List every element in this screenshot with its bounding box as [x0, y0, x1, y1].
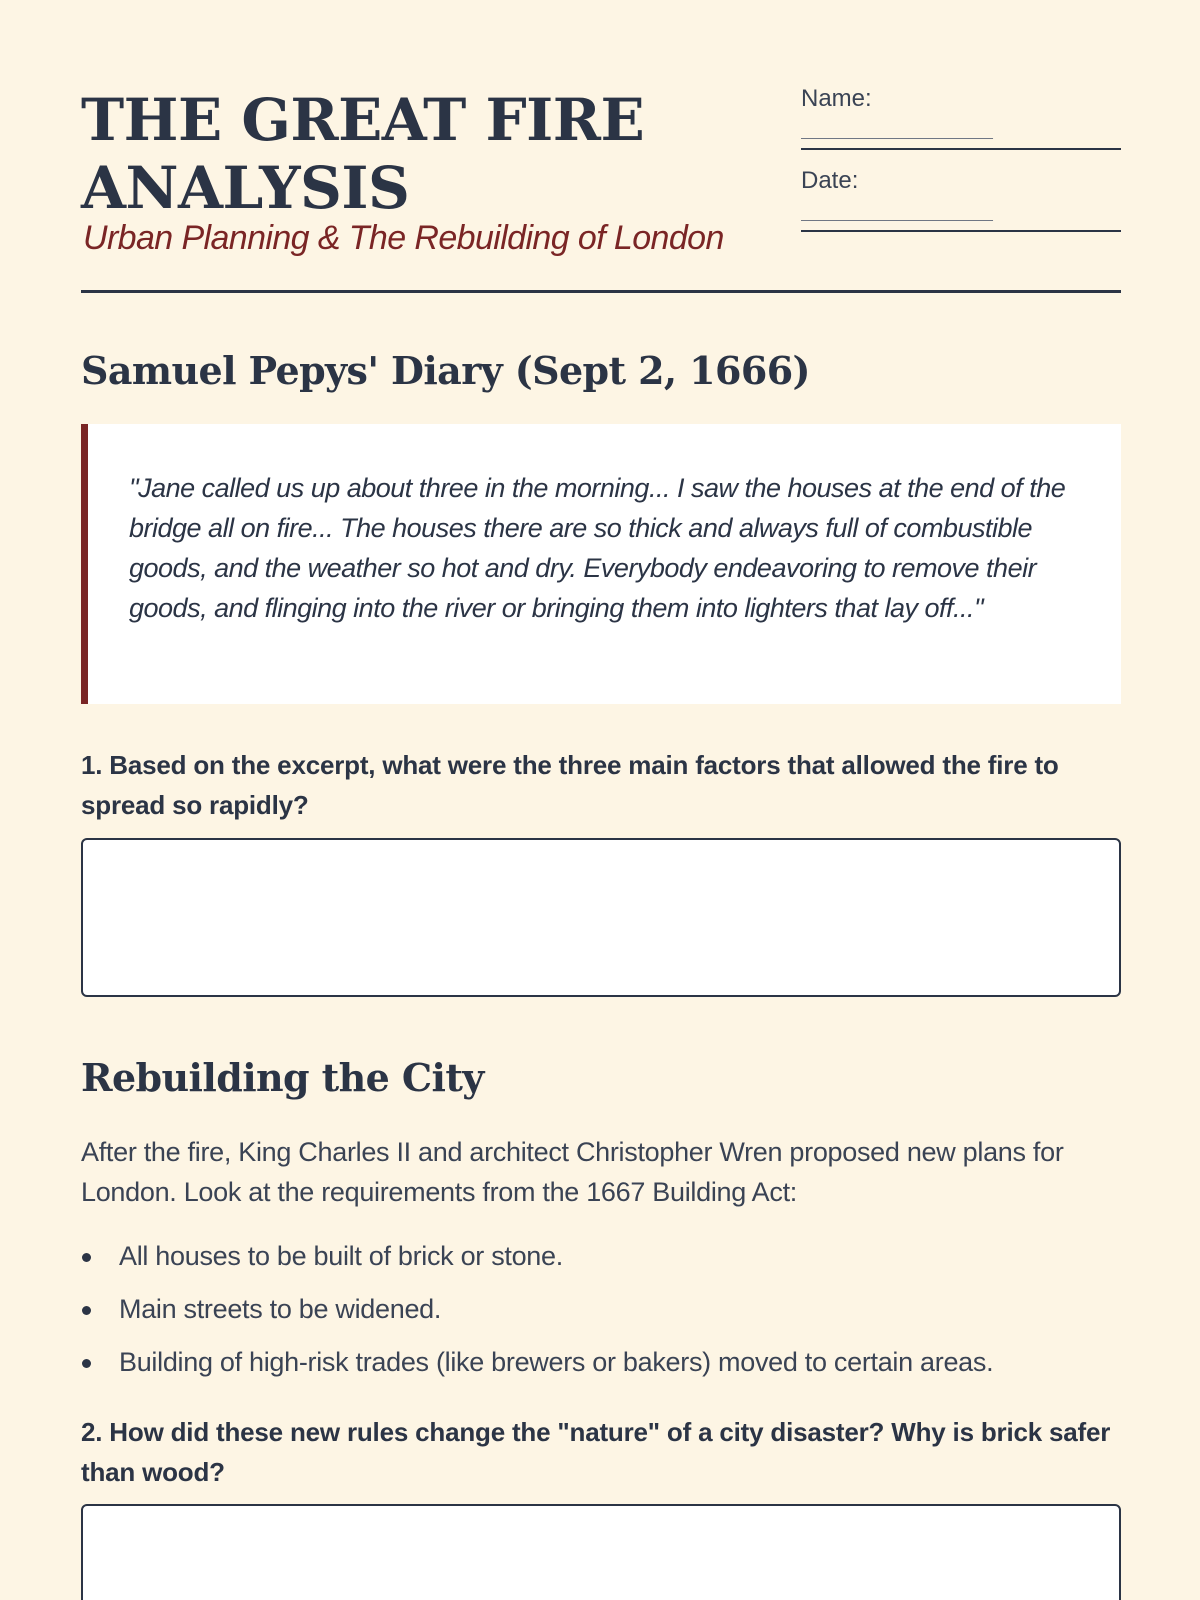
list-item [81, 1336, 1121, 1389]
rebuilding-heading: Rebuilding the City [81, 1055, 484, 1100]
worksheet-header [81, 80, 1121, 293]
building-act-requirements [81, 1230, 1121, 1389]
name-label: Name: [801, 85, 872, 112]
name-field[interactable]: ________________ [801, 118, 1121, 150]
pepys-heading: Samuel Pepys' Diary (Sept 2, 1666) [81, 348, 810, 393]
requirement-text: Main streets to be widened. [119, 1294, 442, 1324]
name-row [801, 80, 1121, 162]
worksheet-title: THE GREAT FIRE ANALYSIS [81, 86, 645, 222]
date-label: Date: [801, 167, 859, 194]
answer-1-input[interactable] [81, 838, 1121, 997]
list-item [81, 1230, 1121, 1283]
bullet-icon [82, 1253, 91, 1262]
requirement-text: All houses to be built of brick or stone. [119, 1241, 563, 1271]
pepys-quote-block [81, 424, 1121, 704]
date-row [801, 162, 1121, 244]
requirement-text: Building of high-risk trades (like brewers or bakers) moved to certain areas. [119, 1347, 994, 1377]
bullet-icon [82, 1359, 91, 1368]
question-1: 1. Based on the excerpt, what were the three main factors that allowed the fire to spread so rapidly? [81, 750, 1059, 820]
bullet-icon [82, 1306, 91, 1315]
rebuilding-intro: After the fire, King Charles II and architect Christopher Wren proposed new plans for London. Look at the requirements from the 1667 Building Act: [81, 1137, 1064, 1207]
list-item [81, 1283, 1121, 1336]
answer-2-input[interactable] [81, 1504, 1121, 1600]
student-info [801, 80, 1121, 244]
pepys-quote-text: "Jane called us up about three in the morning... I saw the houses at the end of the bridge all on fire... The houses there are so thick and always full of combustible goods, and the weather so hot and dry. Everybody endeavoring to remove their goods, and flinging into the river or bringing them into lighters that lay off..." [129, 473, 1066, 623]
date-field[interactable]: ________________ [801, 200, 1121, 232]
worksheet-subtitle: Urban Planning & The Rebuilding of London [83, 219, 724, 257]
question-2: 2. How did these new rules change the "nature" of a city disaster? Why is brick safer than wood? [81, 1417, 1111, 1487]
worksheet-page [81, 0, 1121, 1600]
